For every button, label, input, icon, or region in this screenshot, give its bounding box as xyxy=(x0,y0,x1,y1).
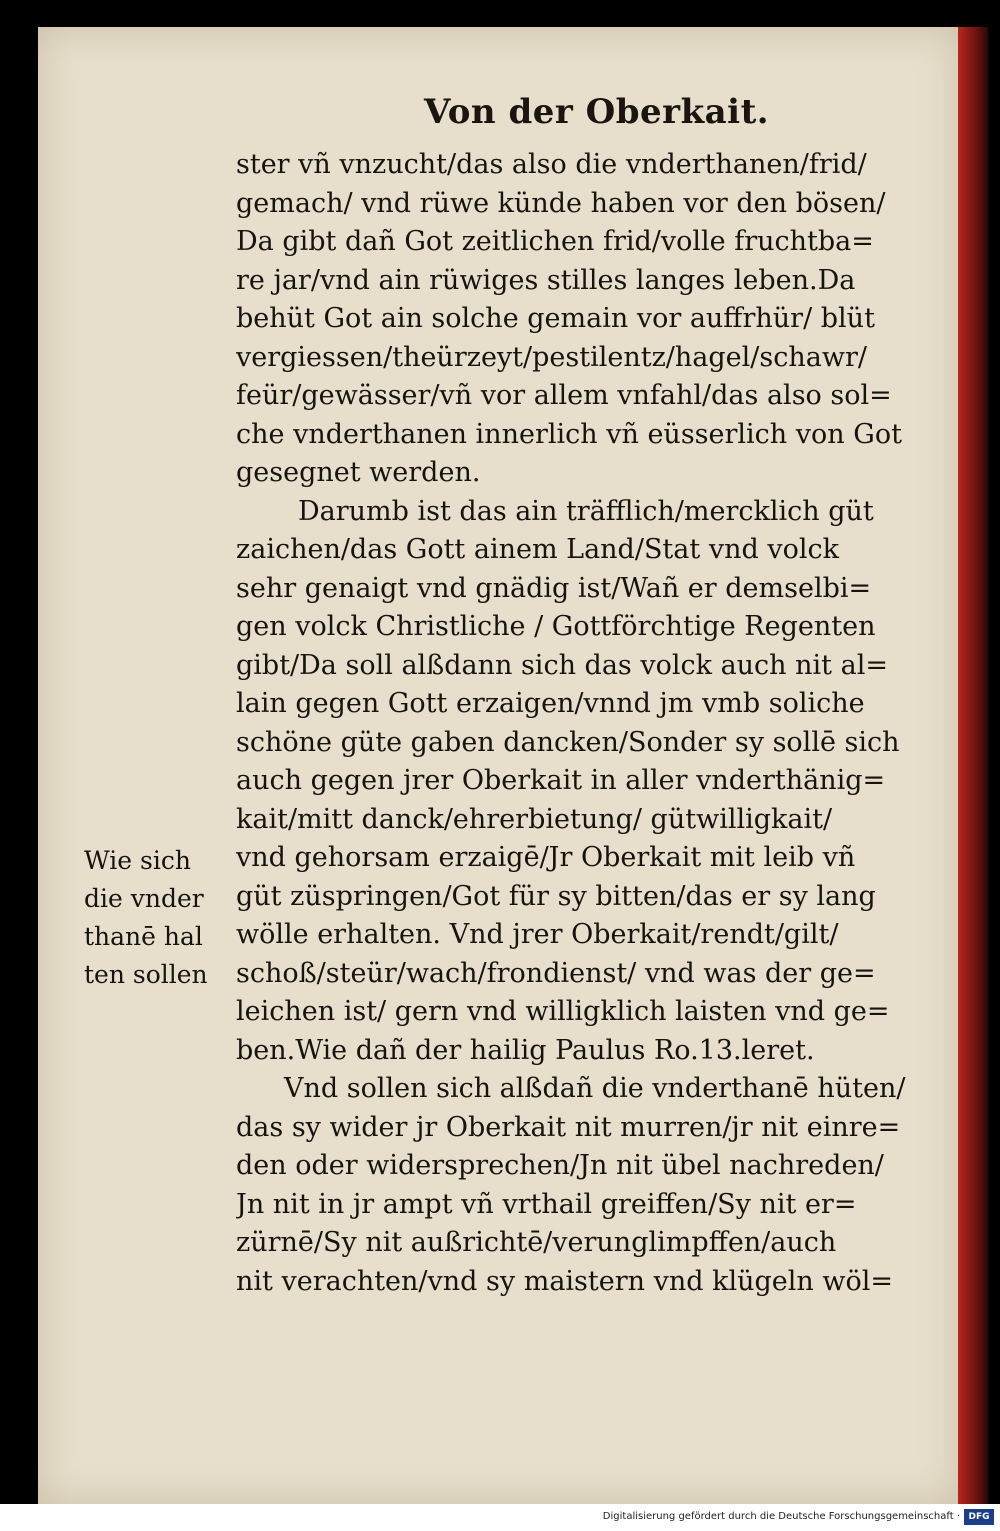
text-line: vergiessen/theürzeyt/pestilentz/hagel/schawr/ xyxy=(236,341,867,373)
text-line: den oder widersprechen/Jn nit übel nachreden/ xyxy=(236,1150,884,1181)
margin-note-line: Wie sich xyxy=(84,846,191,875)
main-text xyxy=(236,146,948,1301)
text-line: leichen ist/ gern vnd willigklich laisten vnd ge= xyxy=(236,996,890,1027)
text-line: gesegnet werden. xyxy=(236,457,481,488)
text-line: re jar/vnd ain rüwiges stilles langes leben.Da xyxy=(236,264,856,296)
text-line: zaichen/das Gott ainem Land/Stat vnd volck xyxy=(236,534,839,565)
text-line: nit verachten/vnd sy maistern vnd klügeln wöl= xyxy=(236,1265,894,1297)
margin-note xyxy=(84,842,234,994)
text-line: schoß/steür/wach/frondienst/ vnd was der ge= xyxy=(236,957,876,989)
page-header: Von der Oberkait. xyxy=(424,92,770,132)
margin-note-line: thanē hal xyxy=(84,922,203,951)
text-line: ster vñ vnzucht/das also die vnderthanen/frid/ xyxy=(236,149,867,180)
page-edge-red xyxy=(958,27,988,1504)
text-line: sehr genaigt vnd gnädig ist/Wañ er demselbi= xyxy=(236,572,872,604)
text-line: kait/mitt danck/ehrerbietung/ gütwilligkait/ xyxy=(236,803,833,835)
text-line: auch gegen jrer Oberkait in aller vnderthänig= xyxy=(236,765,886,796)
text-line: gen volck Christliche / Gottförchtige Regenten xyxy=(236,611,876,642)
text-line: Jn nit in jr ampt vñ vrthail greiffen/Sy nit er= xyxy=(236,1188,857,1220)
text-line: wölle erhalten. Vnd jrer Oberkait/rendt/gilt/ xyxy=(236,919,839,950)
text-line: gibt/Da soll alßdann sich das volck auch nit al= xyxy=(236,649,888,681)
text-line: gemach/ vnd rüwe künde haben vor den bösen/ xyxy=(236,187,886,219)
text-line: schöne güte gaben dancken/Sonder sy sollē sich xyxy=(236,726,900,758)
text-line: Darumb ist das ain träfflich/mercklich güt xyxy=(298,495,874,527)
text-line: feür/gewässer/vñ vor allem vnfahl/das also sol= xyxy=(236,380,892,411)
text-line: das sy wider jr Oberkait nit murren/jr nit einre= xyxy=(236,1111,901,1143)
text-line: ben.Wie dañ der hailig Paulus Ro.13.leret. xyxy=(236,1034,815,1066)
text-line: Vnd sollen sich alßdañ die vnderthanē hüten/ xyxy=(284,1073,906,1104)
footer-credit: Digitalisierung gefördert durch die Deutsche Forschungsgemeinschaft · xyxy=(602,1511,960,1522)
margin-note-line: die vnder xyxy=(84,884,204,913)
text-line: vnd gehorsam erzaigē/Jr Oberkait mit leib vñ xyxy=(236,842,856,873)
text-line: behüt Got ain solche gemain vor auffrhür/ blüt xyxy=(236,303,875,334)
text-line: Da gibt dañ Got zeitlichen frid/volle fruchtba= xyxy=(236,226,874,257)
text-line: lain gegen Gott erzaigen/vnnd jm vmb soliche xyxy=(236,688,865,719)
footer-bar xyxy=(0,1504,1000,1531)
text-line: che vnderthanen innerlich vñ eüsserlich von Got xyxy=(236,418,902,450)
text-line: güt züspringen/Got für sy bitten/das er sy lang xyxy=(236,880,876,912)
margin-note-line: ten sollen xyxy=(84,960,208,989)
text-line: zürnē/Sy nit außrichtē/verunglimpffen/auch xyxy=(236,1227,837,1258)
dfg-logo-icon: DFG xyxy=(964,1509,994,1525)
